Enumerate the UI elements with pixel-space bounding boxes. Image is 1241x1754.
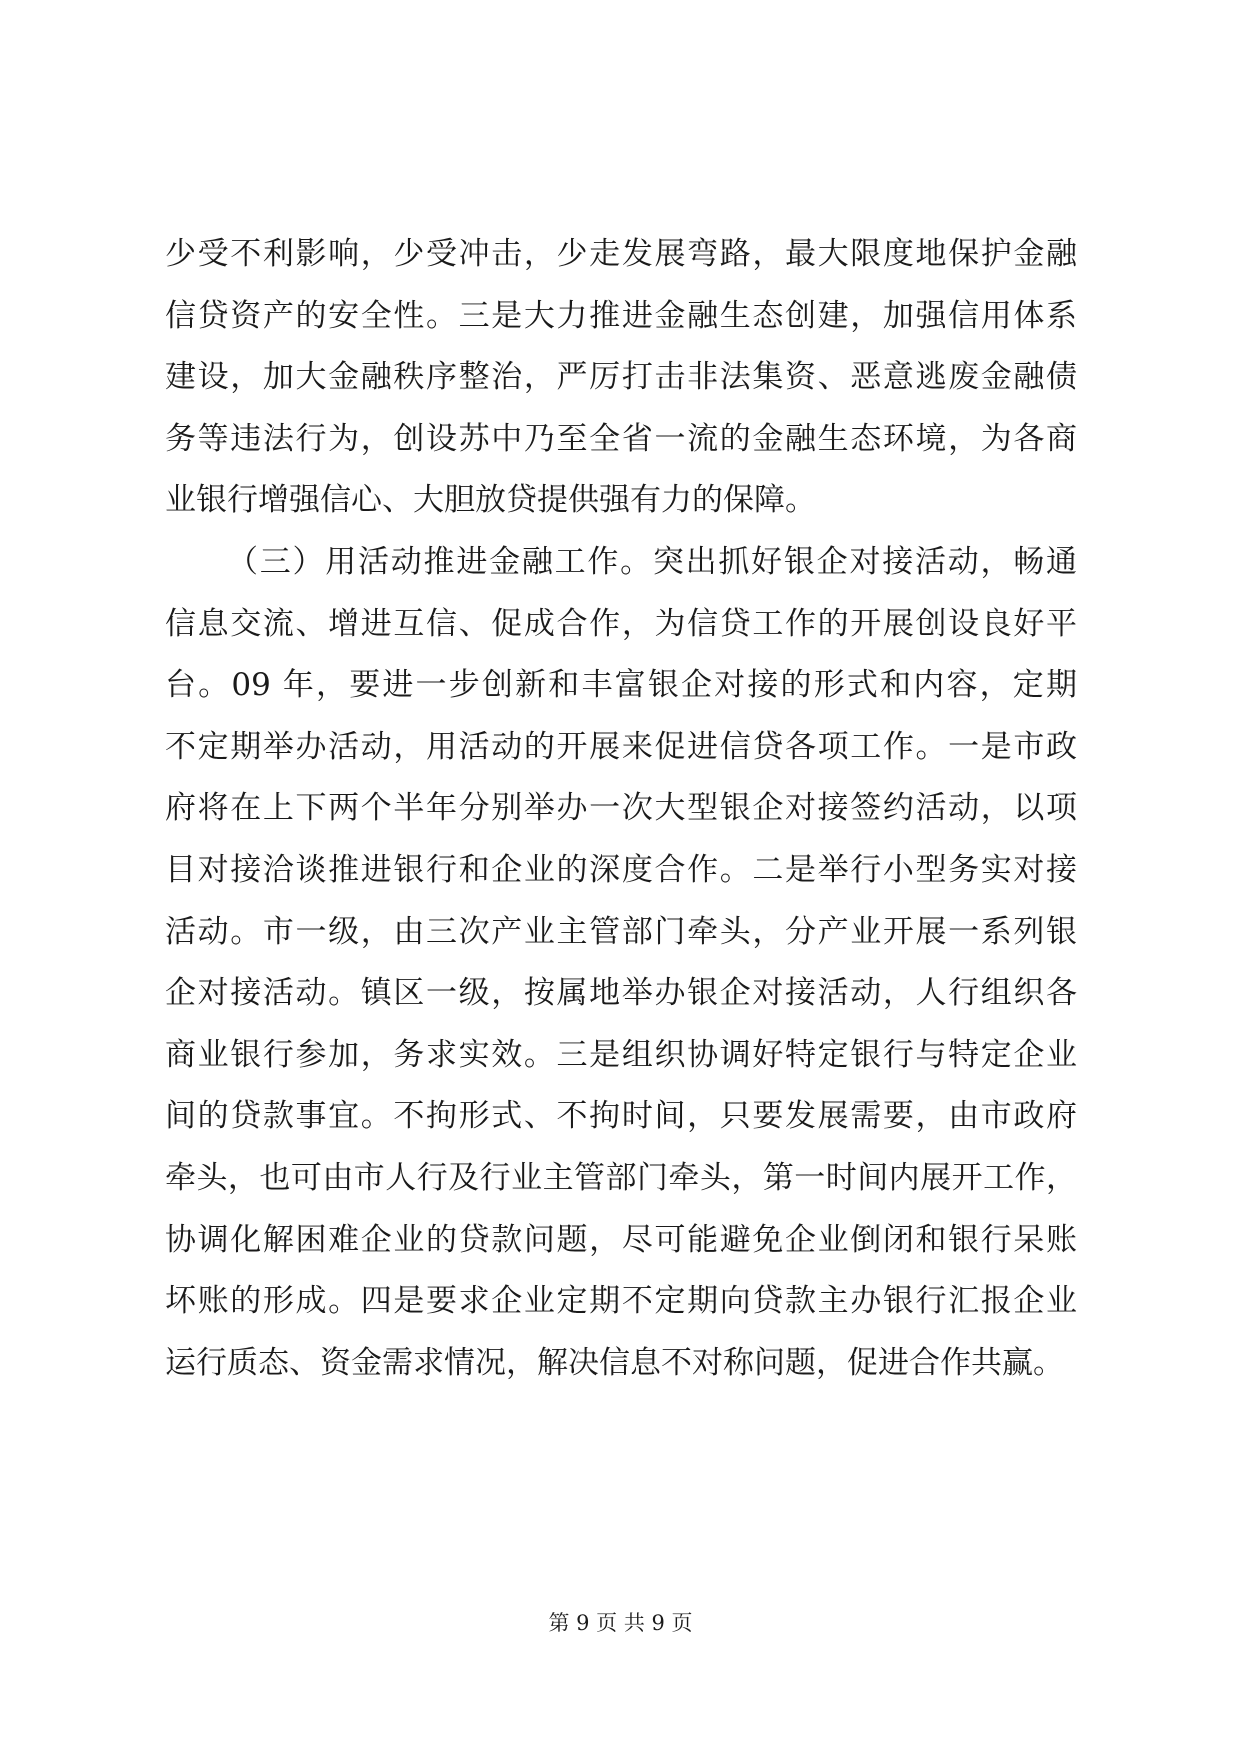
paragraph-2-line-1: （三）用活动推进金融工作。突出抓好银企对接活动，畅通 xyxy=(227,543,1077,580)
paragraph-2-line-11: 牵头，也可由市人行及行业主管部门牵头，第一时间内展开工作， xyxy=(165,1159,1077,1196)
paragraph-1-line-2: 信贷资产的安全性。三是大力推进金融生态创建，加强信用体系 xyxy=(165,297,1077,334)
paragraph-2-line-13: 坏账的形成。四是要求企业定期不定期向贷款主办银行汇报企业 xyxy=(165,1283,1077,1320)
paragraph-2-line-9: 商业银行参加，务求实效。三是组织协调好特定银行与特定企业 xyxy=(165,1036,1077,1073)
document-body xyxy=(165,224,1077,1394)
paragraph-1-line-3: 建设，加大金融秩序整治，严厉打击非法集资、恶意逃废金融债 xyxy=(165,359,1077,396)
paragraph-2-line-12: 协调化解困难企业的贷款问题，尽可能避免企业倒闭和银行呆账 xyxy=(165,1221,1077,1258)
paragraph-2-line-3: 台。09 年，要进一步创新和丰富银企对接的形式和内容，定期 xyxy=(165,667,1077,704)
paragraph-2-line-14: 运行质态、资金需求情况，解决信息不对称问题，促进合作共赢。 xyxy=(165,1344,1064,1381)
paragraph-2-line-5: 府将在上下两个半年分别举办一次大型银企对接签约活动，以项 xyxy=(165,790,1077,827)
paragraph-2-line-8: 企对接活动。镇区一级，按属地举办银企对接活动，人行组织各 xyxy=(165,975,1077,1012)
page-number-label: 第 9 页 共 9 页 xyxy=(548,1611,693,1635)
paragraph-2-line-6: 目对接洽谈推进银行和企业的深度合作。二是举行小型务实对接 xyxy=(165,851,1077,888)
page-footer xyxy=(0,1608,1241,1638)
paragraph-2-line-4: 不定期举办活动，用活动的开展来促进信贷各项工作。一是市政 xyxy=(165,728,1077,765)
paragraph-1-line-4: 务等违法行为，创设苏中乃至全省一流的金融生态环境，为各商 xyxy=(165,420,1077,457)
paragraph-2-line-7: 活动。市一级，由三次产业主管部门牵头，分产业开展一系列银 xyxy=(165,913,1077,950)
paragraph-1-line-1: 少受不利影响，少受冲击，少走发展弯路，最大限度地保护金融 xyxy=(165,236,1077,272)
paragraph-2-line-10: 间的贷款事宜。不拘形式、不拘时间，只要发展需要，由市政府 xyxy=(165,1098,1077,1135)
paragraph-2-line-2: 信息交流、增进互信、促成合作，为信贷工作的开展创设良好平 xyxy=(165,605,1077,642)
paragraph-1-line-5: 业银行增强信心、大胆放贷提供强有力的保障。 xyxy=(165,482,816,519)
